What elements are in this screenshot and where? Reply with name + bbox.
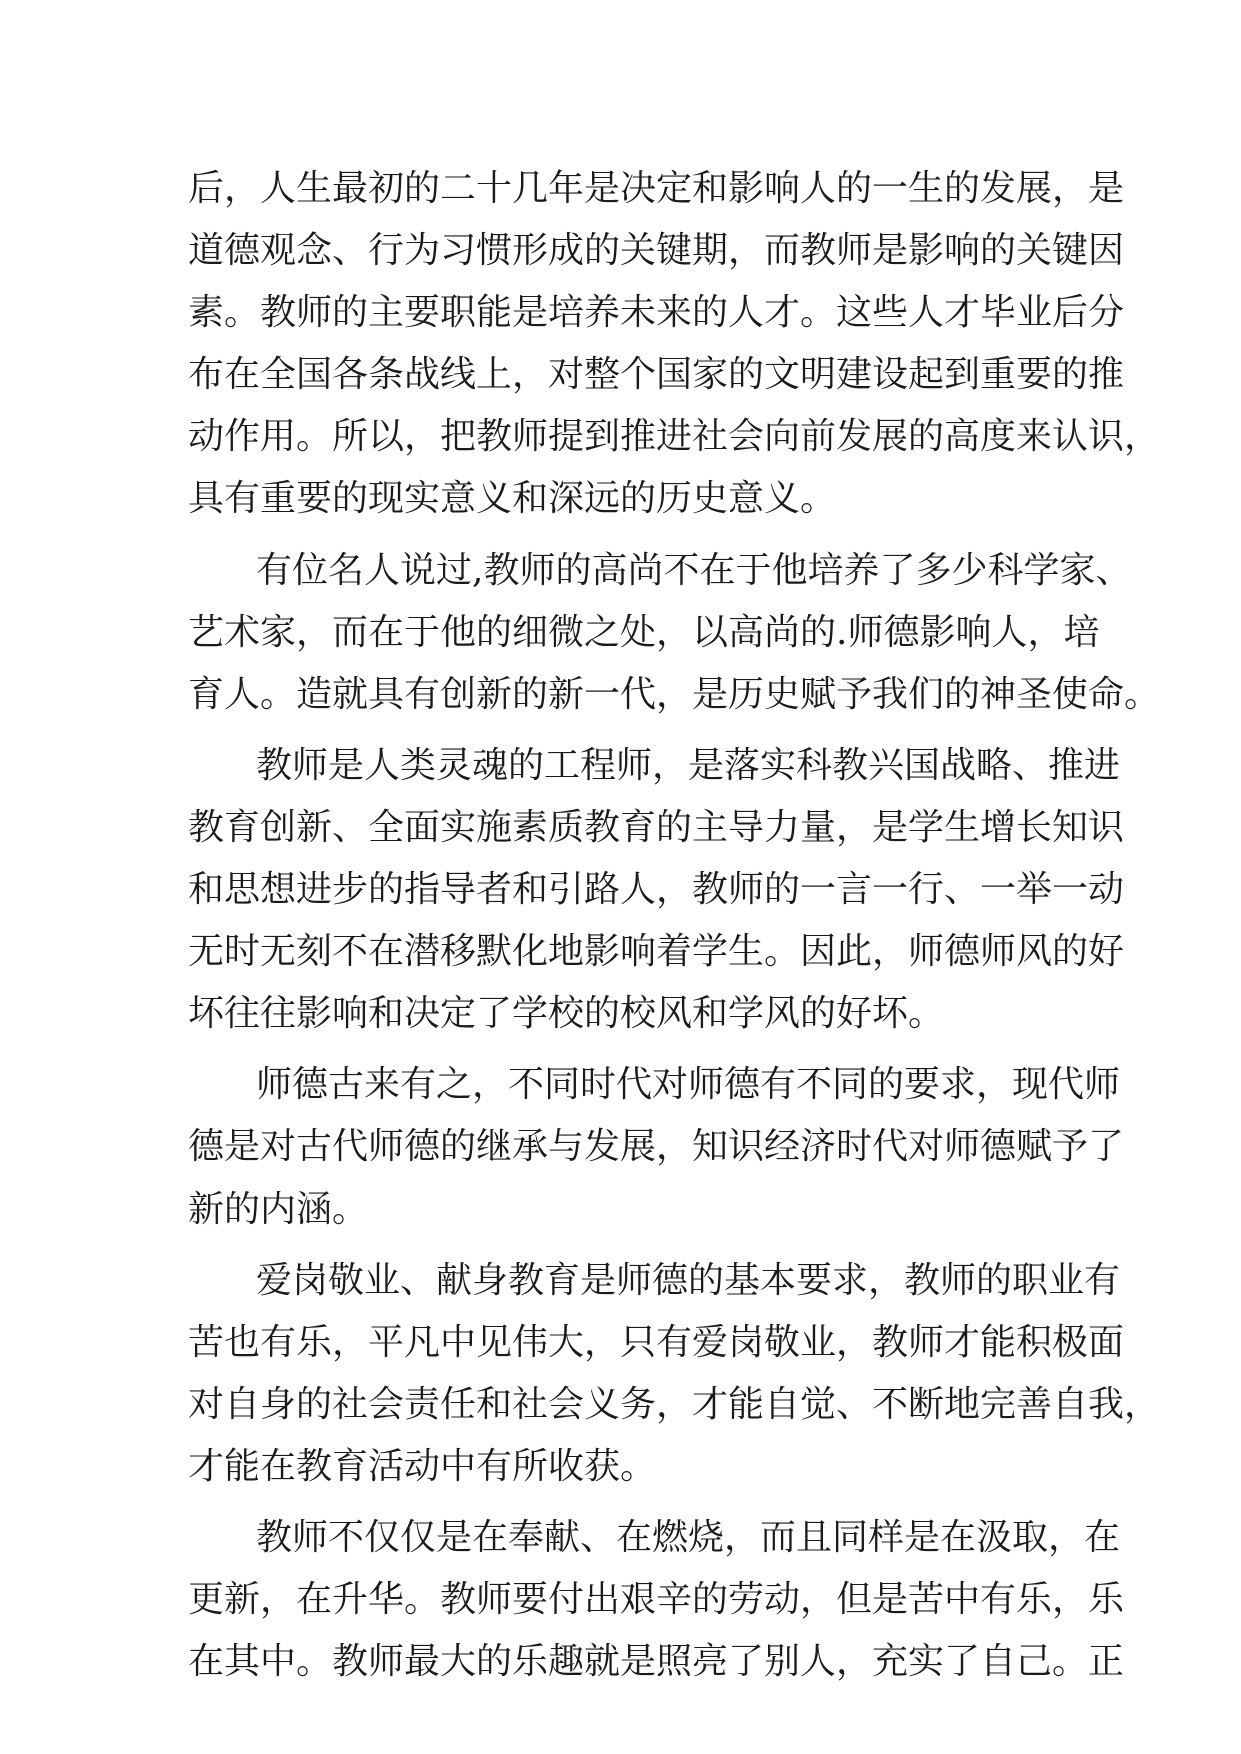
paragraph-gap	[188, 531, 1054, 540]
paragraph-gap	[188, 726, 1054, 735]
text-line: 后，人生最初的二十几年是决定和影响人的一生的发展，是	[188, 168, 1125, 209]
text-line: 新的内涵。	[188, 1188, 369, 1230]
text-line: 才能在教育活动中有所收获。	[188, 1445, 657, 1487]
text-line: 道德观念、行为习惯形成的关键期，而教师是影响的关键因	[188, 230, 1125, 272]
text-line: 在其中。教师最大的乐趣就是照亮了别人，充实了自己。正	[188, 1641, 1125, 1683]
paragraph-4	[188, 1054, 1125, 1240]
text-line: 更新，在升华。教师要付出艰辛的劳动，但是苦中有乐，乐	[188, 1579, 1125, 1621]
text-line: 苦也有乐，平凡中见伟大，只有爱岗敬业，教师才能积极面	[188, 1321, 1125, 1363]
text-line: 教师不仅仅是在奉献、在燃烧，而且同样是在汲取，在	[256, 1516, 1121, 1558]
paragraph-5	[188, 1250, 1161, 1498]
paragraph-gap	[188, 1241, 1054, 1250]
text-line: 艺术家，而在于他的细微之处，以高尚的.师德影响人，培	[188, 611, 1100, 653]
text-line: 师德古来有之，不同时代对师德有不同的要求，现代师	[256, 1064, 1121, 1106]
text-line: 教育创新、全面实施素质教育的主导力量，是学生增长知识	[188, 806, 1125, 848]
text-line: 对自身的社会责任和社会义务，才能自觉、不断地完善自我，	[188, 1383, 1161, 1425]
text-line: 德是对古代师德的继承与发展，知识经济时代对师德赋予了	[188, 1126, 1125, 1168]
text-line: 无时无刻不在潜移默化地影响着学生。因此，师德师风的好	[188, 931, 1125, 973]
paragraph-2	[188, 540, 1161, 726]
paragraph-1	[188, 158, 1161, 531]
body-text	[188, 158, 1161, 1693]
text-line: 布在全国各条战线上，对整个国家的文明建设起到重要的推	[188, 354, 1125, 396]
text-line: 有位名人说过,教师的高尚不在于他培养了多少科学家、	[256, 549, 1132, 591]
paragraph-gap	[188, 1498, 1054, 1507]
text-line: 动作用。所以，把教师提到推进社会向前发展的高度来认识，	[188, 416, 1161, 458]
text-line: 爱岗敬业、献身教育是师德的基本要求，教师的职业有	[256, 1259, 1121, 1301]
text-line: 素。教师的主要职能是培养未来的人才。这些人才毕业后分	[188, 292, 1125, 334]
text-line: 教师是人类灵魂的工程师，是落实科教兴国战略、推进	[256, 744, 1121, 786]
paragraph-gap	[188, 1045, 1054, 1054]
text-line: 育人。造就具有创新的新一代，是历史赋予我们的神圣使命。	[188, 673, 1161, 715]
paragraph-3	[188, 735, 1125, 1045]
paragraph-6	[188, 1507, 1125, 1693]
text-line: 和思想进步的指导者和引路人，教师的一言一行、一举一动	[188, 869, 1125, 911]
text-line: 坏往往影响和决定了学校的校风和学风的好坏。	[188, 993, 945, 1035]
text-line: 具有重要的现实意义和深远的历史意义。	[188, 478, 837, 520]
